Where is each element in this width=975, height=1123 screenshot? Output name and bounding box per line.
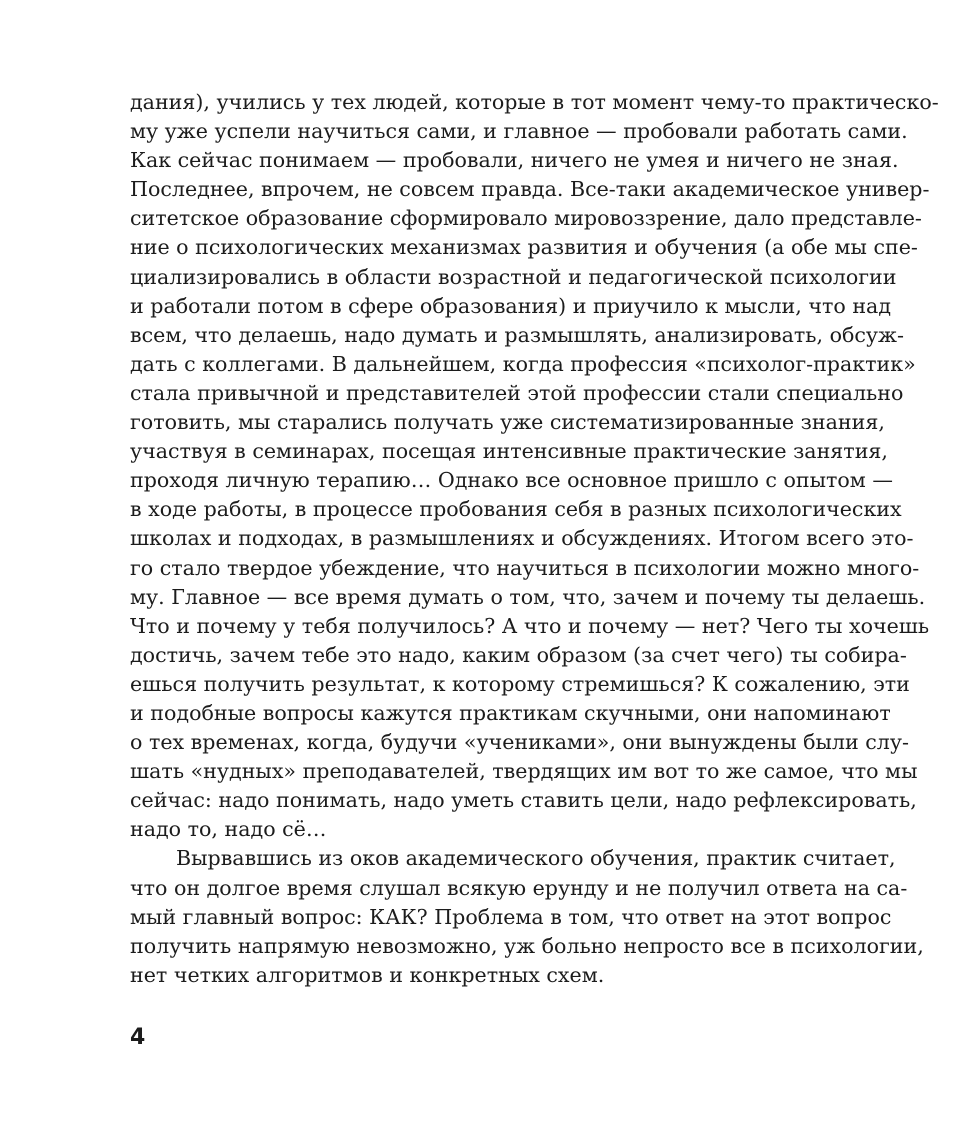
text-line: му уже успели научиться сами, и главное — пробовали работать сами. bbox=[130, 119, 908, 144]
text-line: что он долгое время слушал всякую ерунду и не получил ответа на са- bbox=[130, 875, 908, 900]
text-line: стала привычной и представителей этой профессии стали специально bbox=[130, 380, 904, 405]
text-line: получить напрямую невозможно, уж больно непросто все в психологии, bbox=[130, 933, 924, 958]
text-line: сейчас: надо понимать, надо уметь ставить цели, надо рефлексировать, bbox=[130, 788, 917, 813]
text-line: дания), учились у тех людей, которые в тот момент чему-то практическо- bbox=[130, 90, 939, 114]
text-line: Вырвавшись из оков академического обучения, практик считает, bbox=[176, 846, 896, 871]
text-line: участвуя в семинарах, посещая интенсивные практические занятия, bbox=[130, 439, 888, 464]
text-line: нет четких алгоритмов и конкретных схем. bbox=[130, 962, 605, 987]
text-line: шать «нудных» преподавателей, твердящих им вот то же самое, что мы bbox=[130, 759, 918, 784]
text-line: и работали потом в сфере образования) и приучило к мысли, что над bbox=[130, 293, 892, 318]
text-line: ешься получить результат, к которому стремишься? К сожалению, эти bbox=[130, 671, 910, 696]
text-line: Что и почему у тебя получилось? А что и почему — нет? Чего ты хочешь bbox=[130, 613, 930, 638]
text-line: Последнее, впрочем, не совсем правда. Все-таки академическое универ- bbox=[130, 177, 930, 202]
paragraph-1 bbox=[130, 88, 939, 844]
page-number: 4 bbox=[130, 1025, 146, 1050]
text-line: дать с коллегами. В дальнейшем, когда профессия «психолог-практик» bbox=[130, 351, 916, 376]
text-line: Как сейчас понимаем — пробовали, ничего не умея и ничего не зная. bbox=[130, 148, 899, 173]
paragraph-2 bbox=[130, 844, 924, 989]
text-line: всем, что делаешь, надо думать и размышлять, анализировать, обсуж- bbox=[130, 322, 904, 347]
text-line: му. Главное — все время думать о том, что, зачем и почему ты делаешь. bbox=[130, 584, 926, 609]
text-line: готовить, мы старались получать уже систематизированные знания, bbox=[130, 410, 885, 435]
text-line: го стало твердое убеждение, что научиться в психологии можно много- bbox=[130, 555, 920, 580]
text-line: циализировались в области возрастной и педагогической психологии bbox=[130, 264, 897, 289]
text-line: и подобные вопросы кажутся практикам скучными, они напоминают bbox=[130, 700, 891, 725]
body-text bbox=[130, 88, 939, 990]
text-line: ситетское образование сформировало мировоззрение, дало представле- bbox=[130, 206, 922, 231]
text-line: школах и подходах, в размышлениях и обсуждениях. Итогом всего это- bbox=[130, 526, 914, 551]
text-line: проходя личную терапию… Однако все основное пришло с опытом — bbox=[130, 468, 893, 493]
text-line: надо то, надо сё… bbox=[130, 817, 327, 842]
text-line: мый главный вопрос: КАК? Проблема в том, что ответ на этот вопрос bbox=[130, 904, 892, 929]
text-line: ние о психологических механизмах развития и обучения (а обе мы спе- bbox=[130, 235, 918, 260]
text-line: в ходе работы, в процессе пробования себя в разных психологических bbox=[130, 497, 902, 522]
text-line: о тех временах, когда, будучи «учениками», они вынуждены были слу- bbox=[130, 730, 909, 755]
text-line: достичь, зачем тебе это надо, каким образом (за счет чего) ты собира- bbox=[130, 642, 907, 667]
